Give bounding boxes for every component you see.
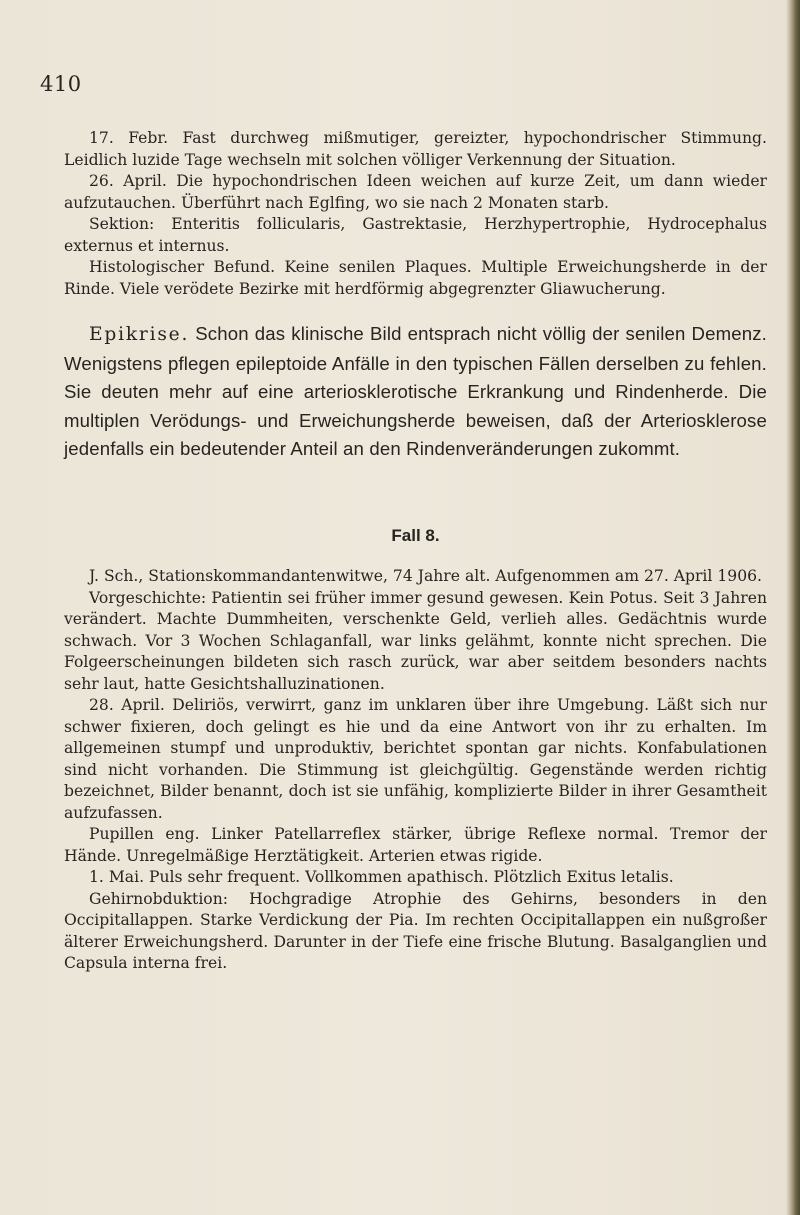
epikrise-paragraph [64,320,767,464]
case-continuation [64,128,767,300]
paragraph-sektion: Sektion: Enteritis follicularis, Gastrektasie, Herzhypertrophie, Hydrocephalus externus et internus. [64,215,767,255]
paragraph-obduktion: Gehirnobduktion: Hochgradige Atrophie des Gehirns, besonders in den Occipitallappen. Starke Verdickung der Pia. Im rechten Occipitallappen ein nußgroßer älterer Erweichungsherd. Darunter in der Tiefe eine frische Blutung. Basalganglien und Capsula interna frei. [64,889,767,972]
case-heading: Fall 8. [391,526,440,545]
page-number: 410 [40,72,82,96]
paragraph-vorgeschichte: Vorgeschichte: Patientin sei früher immer gesund gewesen. Kein Potus. Seit 3 Jahren verändert. Machte Dummheiten, verschenkte Geld, verlieh alles. Gedächtnis wurde schwach. Vor 3 Wochen Schlaganfall, war links gelähmt, konnte nicht sprechen. Die Folgeerscheinungen bildeten sich rasch zurück, war aber seitdem besonders nachts sehr laut, hatte Gesichtshalluzinationen. [64,588,767,693]
epikrise-text: Schon das klinische Bild entsprach nicht völlig der senilen Demenz. Wenigstens pflegen epileptoide Anfälle in den typischen Fällen derselben zu fehlen. Sie deuten mehr auf eine arteriosklerotische Erkrankung und Rindenherde. Die multiplen Verödungs- und Erweichungsherde beweisen, daß der Arteriosklerose jedenfalls ein bedeutender Anteil an den Rindenveränderungen zukommt. [64,323,767,459]
epikrise-lead: Epikrise. [89,324,190,345]
paragraph-feb-17: 17. Febr. Fast durchweg mißmutiger, gereizter, hypochondrischer Stimmung. Leidlich luzide Tage wechseln mit solchen völliger Verkennung der Situation. [64,129,767,169]
paragraph-histologie: Histologischer Befund. Keine senilen Plaques. Multiple Erweichungsherde in der Rinde. Viele verödete Bezirke mit herdförmig abgegrenzter Gliawucherung. [64,258,767,298]
paragraph-mai-1: 1. Mai. Puls sehr frequent. Vollkommen apathisch. Plötzlich Exitus letalis. [89,868,674,886]
paragraph-patient: J. Sch., Stationskommandantenwitwe, 74 Jahre alt. Aufgenommen am 27. April 1906. [89,567,762,585]
paragraph-april-28: 28. April. Deliriös, verwirrt, ganz im unklaren über ihre Umgebung. Läßt sich nur schwer fixieren, doch gelingt es hie und da eine Antwort von ihr zu erhalten. Im allgemeinen stumpf und unproduktiv, berichtet spontan gar nichts. Konfabulationen sind nicht vorhanden. Die Stimmung ist gleichgültig. Gegenstände werden richtig bezeichnet, Bilder benannt, doch ist sie unfähig, komplizierte Bilder in ihrer Gesamtheit aufzufassen. [64,696,767,822]
page-binding-edge [786,0,800,1215]
paragraph-pupillen: Pupillen eng. Linker Patellarreflex stärker, übrige Reflexe normal. Tremor der Hände. Unregelmäßige Herztätigkeit. Arterien etwas rigide. [64,825,767,865]
paragraph-april-26: 26. April. Die hypochondrischen Ideen weichen auf kurze Zeit, um dann wieder aufzutauchen. Überführt nach Eglfing, wo sie nach 2 Monaten starb. [64,172,767,212]
case-8-body [64,566,767,975]
